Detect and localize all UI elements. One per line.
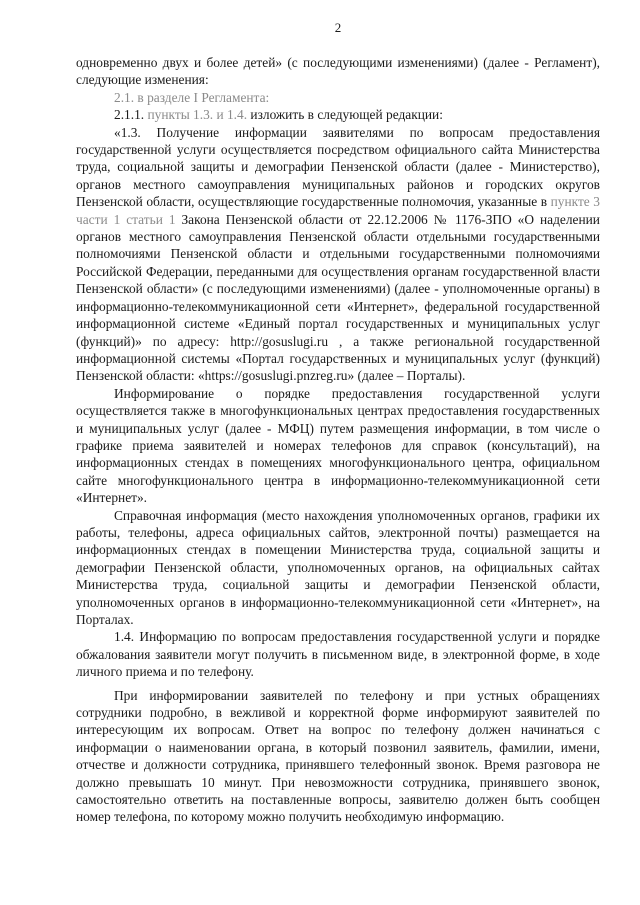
clause-text: изложить в следующей редакции: [247,107,443,123]
paragraph-intro: одновременно двух и более детей» (с последующими изменениями) (далее - Регламент), следующие изменения: [76,55,600,88]
paragraph-1-3-text-a: «1.3. Получение информации заявителями по вопросам предоставления государственной услуги осуществляется посредством официального сайта Министерства труда, социальной защиты и демографии Пензенской области (далее - Министерство), органов местного самоуправления муниципальных районов и городских округов Пензенской области, осуществляющие государственные полномочия, указанные в [76,124,600,210]
paragraph-clause-2-1-1 [76,106,600,123]
paragraph-1-4: 1.4. Информацию по вопросам предоставления государственной услуги и порядке обжалования заявители могут получить в письменном виде, в электронной форме, в ходе личного приема и по телефону. [76,629,600,680]
law-article-link[interactable]: пункте 3 части 1 статьи 1 [76,194,600,227]
clause-number: 2.1.1. [114,107,148,123]
page-number: 2 [334,20,342,35]
paragraph-reference-info: Справочная информация (место нахождения уполномоченных органов, графики их работы, телефоны, адреса официальных сайтов, электронной почты) размещается на информационных стендах в помещении Министерства труда, социальной защиты и демографии Пензенской области, уполномоченных органов, на официальных сайтах Министерства труда, социальной защиты и демографии Пензенской области, уполномоченных органов в информационно-телекоммуникационной сети «Интернет», на Порталах. [76,507,600,627]
paragraph-1-3-text-b: Закона Пензенской области от 22.12.2006 № 1176-ЗПО «О наделении органов местного самоуправления Пензенской области отдельными государственными полномочиями Пензенской области и отдельными государственными полномочиями Российской Федерации, переданными для осуществления органам государственной власти Пензенской области» (с последующими изменениями) (далее - уполномоченные органы) в информационно-телекоммуникационной сети «Интернет», федеральной государственной информационной системе «Единый портал государственных и муниципальных услуг (функций)» по адресу: http://gosuslugi.ru , а также региональной государственной информационной системы «Портал государственных и муниципальных услуг (функций) Пензенской области: «https://gosuslugi.pnzreg.ru» (далее – Порталы). [76,211,600,384]
paragraph-mfc-info: Информирование о порядке предоставления государственной услуги осуществляется также в многофункциональных центрах предоставления государственных и муниципальных услуг (далее - МФЦ) путем размещения информации, в том числе о графике приема заявителей и номерах телефонов для справок (консультаций), на информационных стендах в помещениях многофункционального центра, официальном сайте многофункционального центра в информационно-телекоммуникационной сети «Интернет». [76,385,600,506]
paragraph-phone-info: При информировании заявителей по телефону и при устных обращениях сотрудники подробно, в вежливой и корректной форме информируют заявителей по интересующим их вопросам. Ответ на вопрос по телефону должен начинаться с информации о наименовании органа, в который позвонил заявитель, фамилии, имени, отчестве и должности сотрудника, принявшего телефонный звонок. Время разговора не должно превышать 10 минут. При невозможности сотрудника, принявшего звонок, самостоятельно ответить на поставленные вопросы, заявителю должен быть сообщен номер телефона, по которому можно получить необходимую информацию. [76,687,600,825]
paragraph-1-3 [76,124,600,385]
clause-points-ref[interactable]: пункты 1.3. и 1.4. [147,107,248,123]
paragraph-section-ref: 2.1. в разделе I Регламента: [114,89,270,105]
